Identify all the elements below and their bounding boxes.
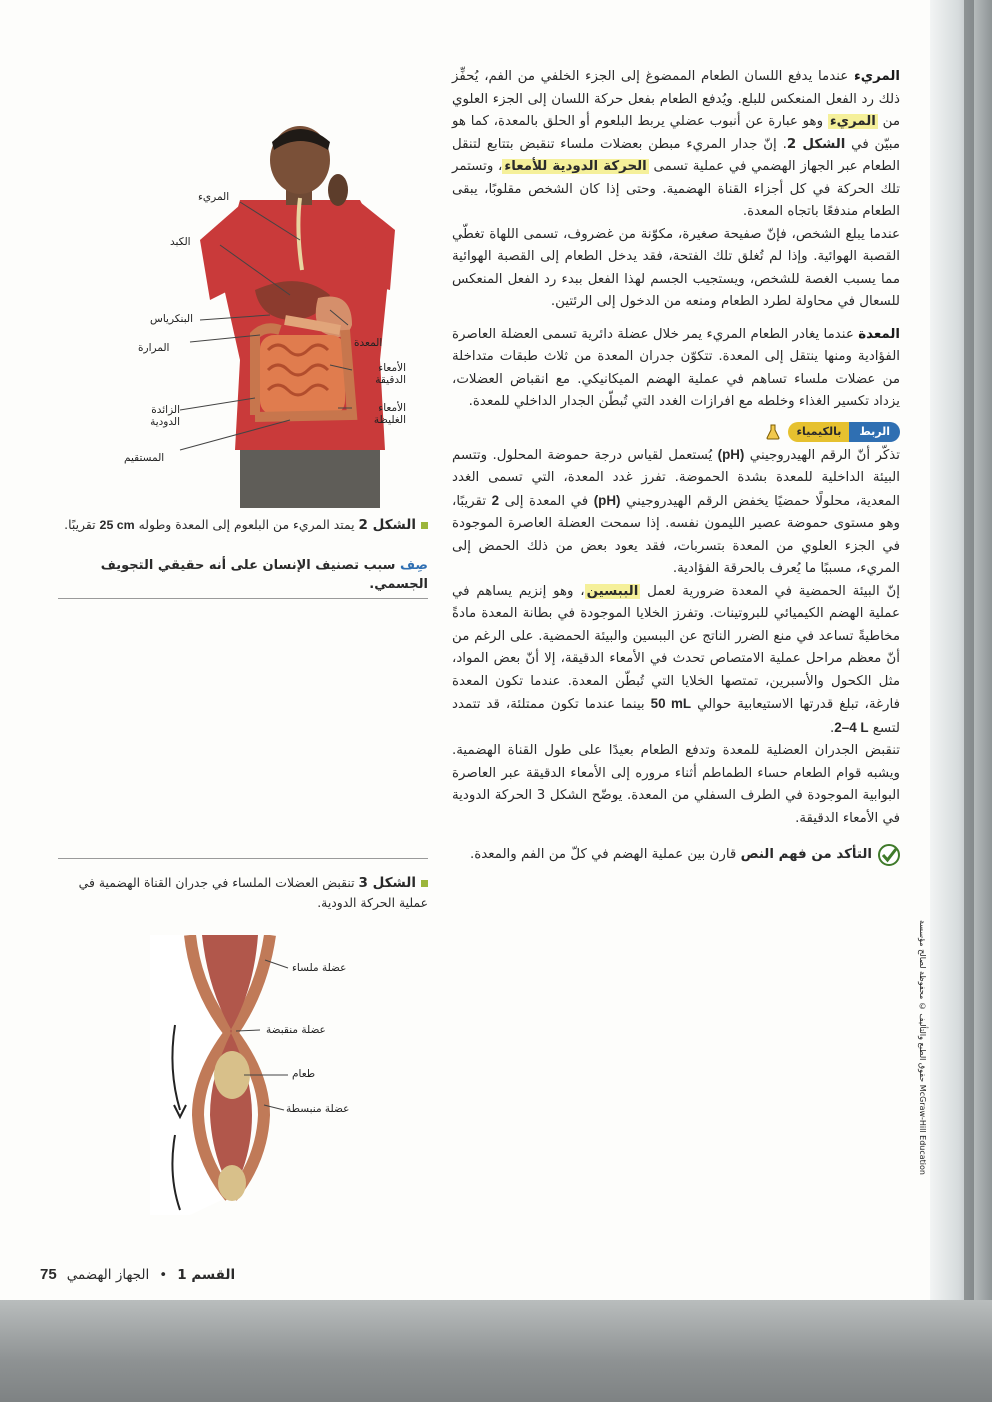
- caption-bullet-icon: [421, 522, 428, 529]
- checkmark-icon: [878, 844, 900, 866]
- paragraph-chyme: تنقبض الجدران العضلية للمعدة وتدفع الطعام بعيدًا على طول القناة الهضمية. ويشبه قوام الطعام حساء الطماطم أثناء مروره إلى الأمعاء الدقيقة عبر العاصرة البوابية الموجودة في الطرف السفلي من المعدة. يوضّح الشكل 3 الحركة الدودية في الأمعاء الدقيقة.: [452, 743, 900, 826]
- main-text-column: [452, 66, 900, 867]
- caption-bullet-icon: [421, 880, 428, 887]
- fig2-label-rectum: المستقيم: [124, 452, 165, 464]
- reading-check: التأكد من فهم النص قارن بين عملية الهضم في كلّ من الفم والمعدة.: [452, 844, 900, 867]
- connect-chemistry-badge: الربط بالكيمياء: [788, 422, 900, 442]
- fig2-label-gallbladder: المرارة: [138, 342, 170, 354]
- fig3-label-contracted: عضلة منقبضة: [266, 1024, 326, 1036]
- page-footer: [40, 1266, 460, 1283]
- page-number: 75: [40, 1266, 57, 1283]
- heading-stomach: المعدة: [858, 326, 900, 342]
- figure-2-caption: الشكل 2 يمتد المريء من البلعوم إلى المعدة وطوله 25 cm تقريبًا.: [58, 515, 428, 535]
- figure-2-question: صِف سبب تصنيف الإنسان على أنه حقيقي التجويف الجسمي.: [100, 558, 428, 592]
- paragraph-ph: تذكّر أنّ الرقم الهيدروجيني (pH) يُستعمل لقياس درجة حموضة المحلول. وتتسم البيئة الداخلية للمعدة بشدة الحموضة. تفرز غدد المعدة، التي تسمى الغدد المعدية، محلولًا حمضيًا يخفض الرقم الهيدروجيني (pH) في المعدة إلى 2 تقريبًا، وهو مستوى حموضة عصير الليمون نفسه. إذا سمحت العضلة العاصرة الموجودة في الجزء العلوي من المعدة بتسربات، فقد يعود بعض من ذلك الحمض إلى المريء، مسببًا ما يُعرف بالحرقة الفؤادية.: [452, 446, 900, 576]
- fig3-label-smooth-muscle: عضلة ملساء: [292, 962, 347, 974]
- figure-3-peristalsis: [150, 935, 420, 1215]
- fig2-label-small-intestine: الأمعاء الدقيقة: [375, 362, 406, 386]
- scan-bottom-strip: [0, 1300, 992, 1402]
- paragraph-epiglottis: عندما يبلع الشخص، فإنّ صفيحة صغيرة، مكوّنة من غضروف، تسمى اللهاة تغطّي القصبة الهوائية. وإذا لم تُغلق تلك الفتحة، فقد يدخل الطعام إلى القصبة الهوائية مما يسبب الغصة للشخص، ويستجيب الجسم لهذا الفعل ببدء رد الفعل المنعكس للسعال في محاولة لطرد الطعام ومنعه من الدخول إلى الرئتين.: [452, 226, 900, 309]
- footer-section: القسم 1: [177, 1266, 236, 1283]
- fig2-label-stomach: المعدة: [354, 337, 383, 349]
- paragraph-stomach: المعدة عندما يغادر الطعام المريء يمر خلال عضلة دائرية تسمى العضلة العاصرة الفؤادية ومنها ينتقل إلى المعدة. تتكوّن جدران المعدة من ثلاث طبقات متداخلة من عضلات ملساء تساهم في عملية الهضم الميكانيكي. مع انقباض العضلات، يزداد تكسير الغذاء وخلطه مع افرازات الغدد التي تُبطّن الجدار الداخلي للمعدة.: [452, 326, 900, 409]
- binding-edge: [964, 0, 974, 1300]
- paragraph-pepsin: إنّ البيئة الحمضية في المعدة ضرورية لعمل الببسين، وهو إنزيم يساهم في عملية الهضم الكيميائي للبروتينات. وتفرز الخلايا الموجودة في بطانة المعدة مادةً مخاطيةً تساعد في منع الضرر الناتج عن الببسين والبيئة الحمضية. على الرغم من أنّ معظم مراحل عملية الامتصاص تحدث في الأمعاء الدقيقة، إلا أنّ بعض المواد، مثل الكحول والأسبرين، تمتصها الخلايا التي تُبطّن المعدة. عندما تكون المعدة فارغة، تبلغ قدرتها الاستيعابية حوالي 50 mL بينما عندما تكون ممتلئة، قد تتمدد لتسع 2–4 L.: [452, 583, 900, 736]
- fig2-label-appendix: الزائدة الدودية: [150, 404, 180, 428]
- fig2-label-liver: الكبد: [170, 236, 191, 248]
- fig3-label-relaxed: عضلة منبسطة: [286, 1103, 350, 1115]
- term-pepsin: الببسين: [586, 583, 639, 599]
- fig2-label-esophagus: المريء: [198, 191, 230, 203]
- divider: [58, 598, 428, 599]
- heading-esophagus: المريء: [853, 69, 900, 84]
- reading-check-label: التأكد من فهم النص: [740, 847, 872, 862]
- footer-bullet: •: [159, 1266, 168, 1283]
- term-peristalsis: الحركة الدودية للأمعاء: [504, 159, 647, 174]
- divider: [58, 858, 428, 859]
- book-spine-shadow: [930, 0, 992, 1402]
- flask-icon: [766, 424, 780, 440]
- fig3-label-food: طعام: [292, 1068, 316, 1080]
- fig2-label-large-intestine: الأمعاء الغليظة: [373, 402, 406, 426]
- figure-2-digestive-system: [90, 120, 428, 508]
- figure-ref-2: الشكل 2: [786, 136, 846, 152]
- term-esophagus: المريء: [829, 114, 876, 129]
- connect-chemistry-row: [452, 422, 900, 442]
- footer-chapter: الجهاز الهضمي: [66, 1266, 150, 1283]
- figure-3-caption: الشكل 3 تنقبض العضلات الملساء في جدران القناة الهضمية في عملية الحركة الدودية.: [78, 875, 428, 910]
- fig2-label-pancreas: البنكرياس: [150, 313, 193, 325]
- paragraph-esophagus: المريء عندما يدفع اللسان الطعام الممضوغ إلى الجزء الخلفي من الفم، يُحفِّز ذلك رد الفعل المنعكس للبلع. ويُدفع الطعام بفعل حركة اللسان إلى الجزء العلوي من المريء وهو عبارة عن أنبوب عضلي يربط البلعوم أو الحلق بالمعدة، كما هو مبيّن في الشكل 2. إنّ جدار المريء مبطن بعضلات ملساء تنقبض بتتابع لتنقل الطعام عبر الجهاز الهضمي في عملية تسمى الحركة الدودية للأمعاء، وتستمر تلك الحركة في كل أجزاء القناة الهضمية. وحتى إذا كان الشخص مقلوبًا، يبقى الطعام مندفعًا باتجاه المعدة.: [452, 69, 900, 219]
- copyright-note: حقوق الطبع والتأليف © محفوظة لصالح مؤسسة McGraw-Hill Education: [918, 920, 927, 1175]
